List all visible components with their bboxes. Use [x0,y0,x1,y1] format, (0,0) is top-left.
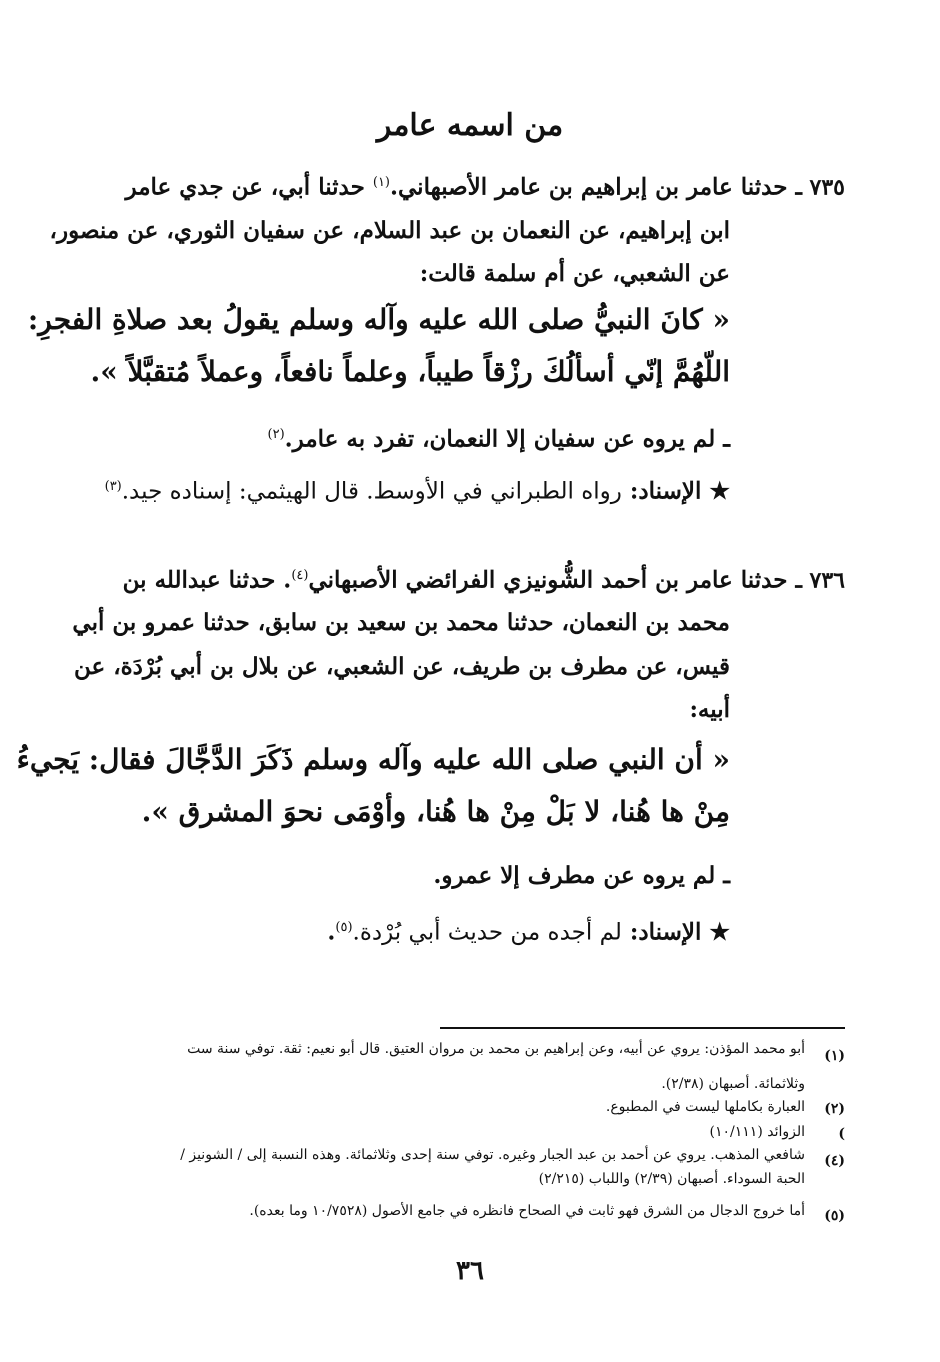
hadith-735-matn-1: « كانَ النبيُّ صلى الله عليه وآله وسلم يقولُ بعد صلاةِ الفجرِ: [27,303,730,336]
hadith-735-isnad-label: ★ الإسناد: [629,477,730,505]
hadith-735-line-2: ابن إبراهيم، عن النعمان بن عبد السلام، عن سفيان الثوري، عن منصور، [49,217,730,244]
footnote-4-number: (٤) [824,1153,845,1169]
hadith-736-isnad-label: ★ الإسناد: [629,918,730,946]
hadith-735-note-text: ـ لم يروه عن سفيان إلا النعمان، تفرد به عامر. [284,425,730,453]
footnote-2-line-1: العبارة بكاملها ليست في المطبوع. [605,1099,805,1115]
hadith-736-number: ٧٣٦ ـ [795,567,845,594]
hadith-736-isnad [327,910,730,951]
hadith-736-line-3: قيس، عن مطرف بن طريف، عن الشعبي، عن بلال بن أبي بُرْدَة، عن [73,653,730,680]
footnote-ref-5[interactable]: (٥) [335,920,353,935]
hadith-735-line-3: عن الشعبي، عن أم سلمة قالت: [419,260,730,287]
hadith-735-line1b: حدثنا أبي، عن جدي عامر [125,173,365,201]
hadith-735-line-1 [126,165,845,206]
hadith-735-isnad [105,469,730,510]
footnote-1-line-2: وثلاثمائة. أصبهان (٢/٣٨). [661,1076,805,1092]
page-number: ٣٦ [456,1256,484,1286]
footnote-3-number: ) [838,1126,845,1142]
hadith-735-lead: حدثنا [740,173,788,201]
footnote-3-line-1: الزوائد (١٠/١١١) [709,1124,805,1140]
hadith-736-line1b: . حدثنا عبدالله بن [122,566,292,594]
page-title: من اسمه عامر [376,108,564,143]
hadith-735-matn-2: اللّهُمَّ إنّي أسألُكَ رزْقاً طيباً، وعلماً نافعاً، وعملاً مُتقبَّلاً ». [90,355,730,388]
hadith-736-matn-2: مِنْ ها هُنا، لا بَلْ مِنْ ها هُنا، وأوْمَى نحوَ المشرق ». [141,795,730,828]
hadith-735-number: ٧٣٥ ـ [795,174,845,201]
hadith-735-isnad-text: رواه الطبراني في الأوسط. قال الهيثمي: إسناده جيد. [121,478,622,505]
hadith-735-line1: عامر بن إبراهيم بن عامر الأصبهاني. [390,173,733,201]
footnote-ref-1[interactable]: (١) [372,175,390,190]
footnote-1-number: (١) [824,1048,845,1064]
hadith-736-matn-1: « أن النبي صلى الله عليه وآله وسلم ذَكَرَ الدَّجَّالَ فقال: يَجيءُ [16,743,730,776]
hadith-735-note [268,417,731,458]
footnote-4-line-1: شافعي المذهب. يروي عن أحمد بن عبد الجبار وغيره. توفي سنة إحدى وثلاثمائة. وهذه النسبة إلى / الشونيز / [180,1147,805,1163]
hadith-736-isnad-end: . [327,918,336,946]
footnote-4-line-2: الحبة السوداء. أصبهان (٢/٣٩) واللباب (٢/٢١٥) [538,1171,805,1187]
footnote-ref-4[interactable]: (٤) [291,568,309,583]
hadith-736-line-1 [123,558,845,599]
hadith-736-line-2: محمد بن النعمان، حدثنا محمد بن سعيد بن سابق، حدثنا عمرو بن أبي [72,609,730,636]
hadith-736-note: ـ لم يروه عن مطرف إلا عمرو. [433,862,730,889]
footnote-2-number: (٢) [824,1101,845,1117]
footnote-ref-3[interactable]: (٣) [104,479,122,494]
footnote-1-line-1: أبو محمد المؤذن: يروي عن أبيه، وعن إبراهيم بن محمد بن مروان العتيق. قال أبو نعيم: ثقة. توفي سنة ست [187,1041,805,1057]
footnote-5-line-1: أما خروج الدجال من الشرق فهو ثابت في الصحاح فانظره في جامع الأصول (١٠/٧٥٢٨ وما بعده). [249,1203,805,1219]
footnote-ref-2[interactable]: (٢) [267,427,285,442]
hadith-736-lead: حدثنا [740,566,788,594]
footnote-5-number: (٥) [824,1208,845,1224]
hadith-736-isnad-text: لم أجده من حديث أبي بُرْدة. [352,919,622,946]
footnote-divider [440,1027,845,1029]
hadith-736-line1: عامر بن أحمد الشُّونيزي الفرائضي الأصبهاني [308,566,733,594]
hadith-736-line-4: أبيه: [689,696,730,723]
